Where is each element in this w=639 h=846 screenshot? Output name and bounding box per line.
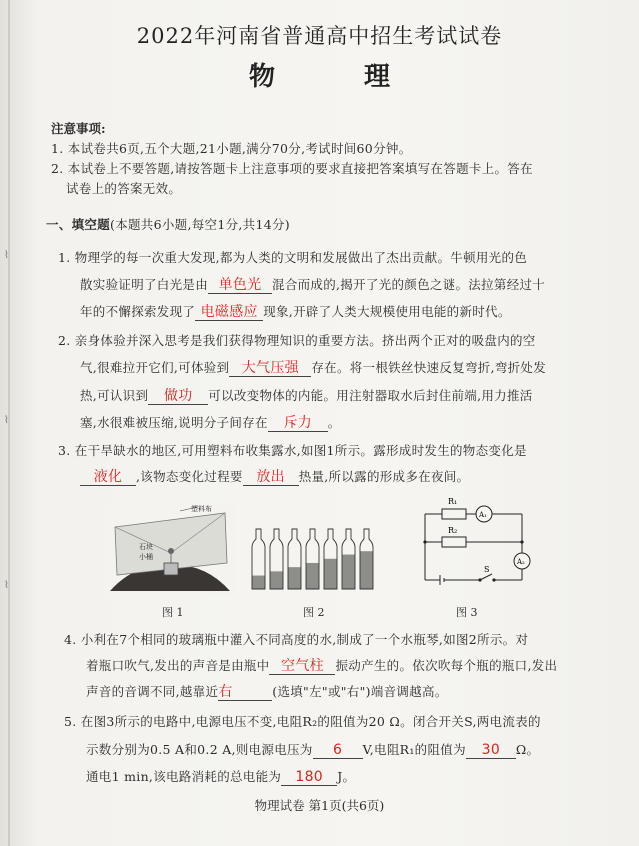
figure-1-caption: 图 1 [162,606,184,619]
answer-blank [466,742,516,759]
figure-2-caption: 图 2 [303,606,325,619]
q4-line-3 [86,682,448,701]
fig1-label-bucket: 小桶 [139,553,153,561]
q4-answer-2: 右 [218,684,233,700]
section-note: (本题共6小题,每空1分,共14分) [110,217,290,232]
q2-line-1: 2. 亲身体验并深入思考是我们获得物理知识的重要方法。挤出两个正对的吸盘内的空 [58,333,536,348]
stone-icon [168,548,174,554]
q3-line-1: 3. 在干旱缺水的地区,可用塑料布收集露水,如图1所示。露形成时发生的物态变化是 [58,443,527,458]
q2-line-4 [80,413,341,432]
q2-line-3 [80,386,533,405]
q3-answer-2: 放出 [256,469,285,485]
answer-blank [208,277,272,294]
notice-item-1: 1. 本试卷共6页,五个大题,21小题,满分70分,考试时间60分钟。 [51,141,412,156]
q2-answer-1: 大气压强 [241,360,299,376]
switch-icon [480,574,492,580]
bottle-icon [270,529,283,589]
resistor-r1 [442,509,466,519]
bottle-icon [324,529,337,589]
margin-mark: ⌇ [4,415,9,426]
q2-text: 存在。将一根铁丝快速反复弯折,弯折处发 [311,360,547,375]
q5-line-3 [86,767,355,786]
fig1-label-stone: 石块 [139,543,153,551]
q5-text: 示数分别为0.5 A和0.2 A,则电源电压为 [86,742,313,757]
q4-text: 着瓶口吹气,发出的声音是由瓶中 [86,658,270,673]
q1-answer-2: 电磁感应 [200,304,258,320]
q1-text: 混合而成的,揭开了光的颜色之谜。法拉第经过十 [272,277,546,292]
q5-answer-1: 6 [333,742,343,758]
resistor-r2 [442,537,466,547]
notice-item-2-cont: 试卷上的答案无效。 [66,181,182,196]
q1-text: 年的不懈探索发现了 [80,304,196,319]
margin-mark: ⌇ [4,250,9,261]
q3-text: ,该物态变化过程要 [136,469,243,484]
q5-line-2 [86,740,539,759]
label-switch: S [484,565,490,574]
q5-text: 通电1 min,该电路消耗的总电能为 [86,769,282,784]
answer-blank [148,388,208,405]
answer-blank [243,469,299,486]
answer-blank [195,304,263,321]
section-heading [46,215,290,233]
q5-answer-2: 30 [481,742,501,758]
q4-answer-1: 空气柱 [281,658,324,674]
q4-line-2 [86,656,557,675]
label-a1: A₁ [479,511,487,519]
q1-line-1: 1. 物理学的每一次重大发现,都为人类的文明和发展做出了杰出贡献。牛顿用光的色 [58,250,528,265]
q2-line-2 [80,358,546,377]
answer-blank [268,415,328,432]
q1-text: 散实验证明了白光是由 [80,277,209,292]
q2-text: 可以改变物体的内能。用注射器取水后封住前端,用力推活 [208,388,533,403]
figure-3-caption: 图 3 [456,606,478,619]
bottle-icon [288,529,301,589]
figure-3-circuit [410,492,536,596]
label-a2: A₂ [517,558,525,566]
q2-text: 气,很难拉开它们,可体验到 [80,360,230,375]
q2-answer-3: 斥力 [283,415,313,431]
notice-item-2: 2. 本试卷上不要答题,请按答题卡上注意事项的要求直接把答案填写在答题卡上。答在 [51,161,533,176]
q3-answer-1: 液化 [93,469,123,485]
answer-blank [281,769,337,786]
q4-text: (选填"左"或"右")端音调越高。 [272,684,448,699]
bottle-icon [306,529,319,589]
q2-text: 热,可认识到 [80,388,149,403]
q3-line-2 [80,467,469,486]
q2-text: 。 [327,415,341,430]
q1-text: 现象,开辟了人类大规模使用电能的新时代。 [263,304,511,319]
answer-blank [269,658,335,675]
q5-text: V,电阻R₁的阻值为 [362,742,466,757]
bottle-icon [342,529,355,589]
q5-text: Ω。 [515,742,540,757]
fig1-label-plastic: 塑料布 [191,505,212,513]
q2-text: 塞,水很难被压缩,说明分子间存在 [80,415,268,430]
answer-blank [229,360,311,377]
q5-answer-3: 180 [295,769,324,785]
section-title: 一、填空题 [46,217,111,232]
answer-blank [80,469,136,486]
answer-blank [313,742,363,759]
answer-blank [218,684,272,701]
bottle-icon [252,529,265,589]
q4-text: 振动产生的。依次吹每个瓶的瓶口,发出 [335,658,558,673]
subject-title: 物 理 [248,62,431,92]
q1-line-2 [80,275,545,294]
figure-2-water-bottles [248,527,380,593]
bottle-icon [360,529,373,589]
q5-line-1: 5. 在图3所示的电路中,电源电压不变,电阻R₂的阻值为20 Ω。闭合开关S,两电流表的 [64,714,541,729]
q3-text: 热量,所以露的形成多在夜间。 [298,469,470,484]
page-footer: 物理试卷 第1页(共6页) [254,798,385,813]
q1-line-3 [80,302,511,321]
q4-text: 声音的音调不同,越靠近 [86,684,219,699]
figure-1-dew-collector [105,503,235,595]
label-r2: R₂ [448,526,458,535]
margin-mark: ⌇ [4,580,9,591]
bucket-icon [164,563,178,575]
q4-line-1: 4. 小利在7个相同的玻璃瓶中灌入不同高度的水,制成了一个水瓶琴,如图2所示。对 [64,632,529,647]
exam-title: 2022年河南省普通高中招生考试试卷 [136,24,503,48]
label-r1: R₁ [448,497,458,506]
q2-answer-2: 做功 [163,388,193,404]
q1-answer-1: 单色光 [218,277,262,293]
notice-heading: 注意事项: [51,121,106,136]
q5-text: J。 [337,769,356,784]
